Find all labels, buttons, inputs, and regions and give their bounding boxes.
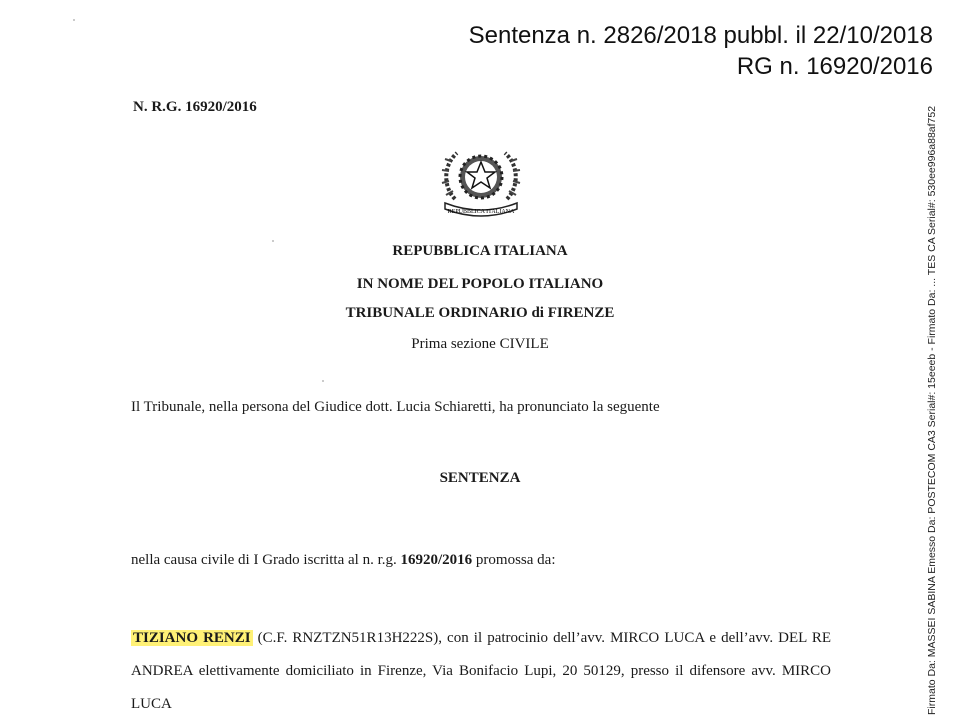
case-number: 16920/2016 (400, 552, 473, 568)
tribunal-sentence: Il Tribunale, nella persona del Giudice dott. Lucia Schiaretti, ha pronunciato la seguente (131, 399, 660, 415)
emblem-motto: REPUBBLICA ITALIANA (447, 209, 515, 215)
rg-label: N. R.G. 16920/2016 (133, 99, 257, 115)
signature-stamp: Firmato Da: MASSEI SABINA Emesso Da: POSTECOM CA3 Serial#: 15eeeb - Firmato Da: ... TES CA Serial#: 530ee996a88af752 (926, 105, 938, 715)
people-heading: IN NOME DEL POPOLO ITALIANO (356, 276, 604, 292)
document-header (469, 20, 933, 82)
case-suffix: promossa da: (472, 552, 556, 568)
scan-speck (73, 19, 75, 21)
court-heading: TRIBUNALE ORDINARIO di FIRENZE (345, 305, 615, 321)
party-details: (C.F. RNZTZN51R13H222S), con il patrocinio dell’avv. MIRCO LUCA e dell’avv. DEL RE ANDREA elettivamente domiciliato in Firenze, Via Bonifacio Lupi, 20 50129, presso il difensore avv. MIRCO LUCA (131, 630, 831, 712)
scan-speck (272, 240, 274, 242)
section-heading: Prima sezione CIVILE (411, 336, 549, 352)
party-name-highlight: TIZIANO RENZI (133, 630, 251, 646)
rg-number: RG n. 16920/2016 (736, 53, 933, 80)
case-line (131, 552, 831, 569)
case-prefix: nella causa civile di I Grado iscritta al n. r.g. (131, 552, 401, 568)
sentenza-number: Sentenza n. 2826/2018 pubbl. il 22/10/2018 (468, 22, 933, 49)
republic-heading: REPUBBLICA ITALIANA (392, 243, 568, 259)
sentenza-title: SENTENZA (439, 470, 521, 486)
scan-speck (322, 380, 324, 382)
party-paragraph (131, 622, 831, 721)
italian-republic-emblem-icon (437, 137, 525, 223)
